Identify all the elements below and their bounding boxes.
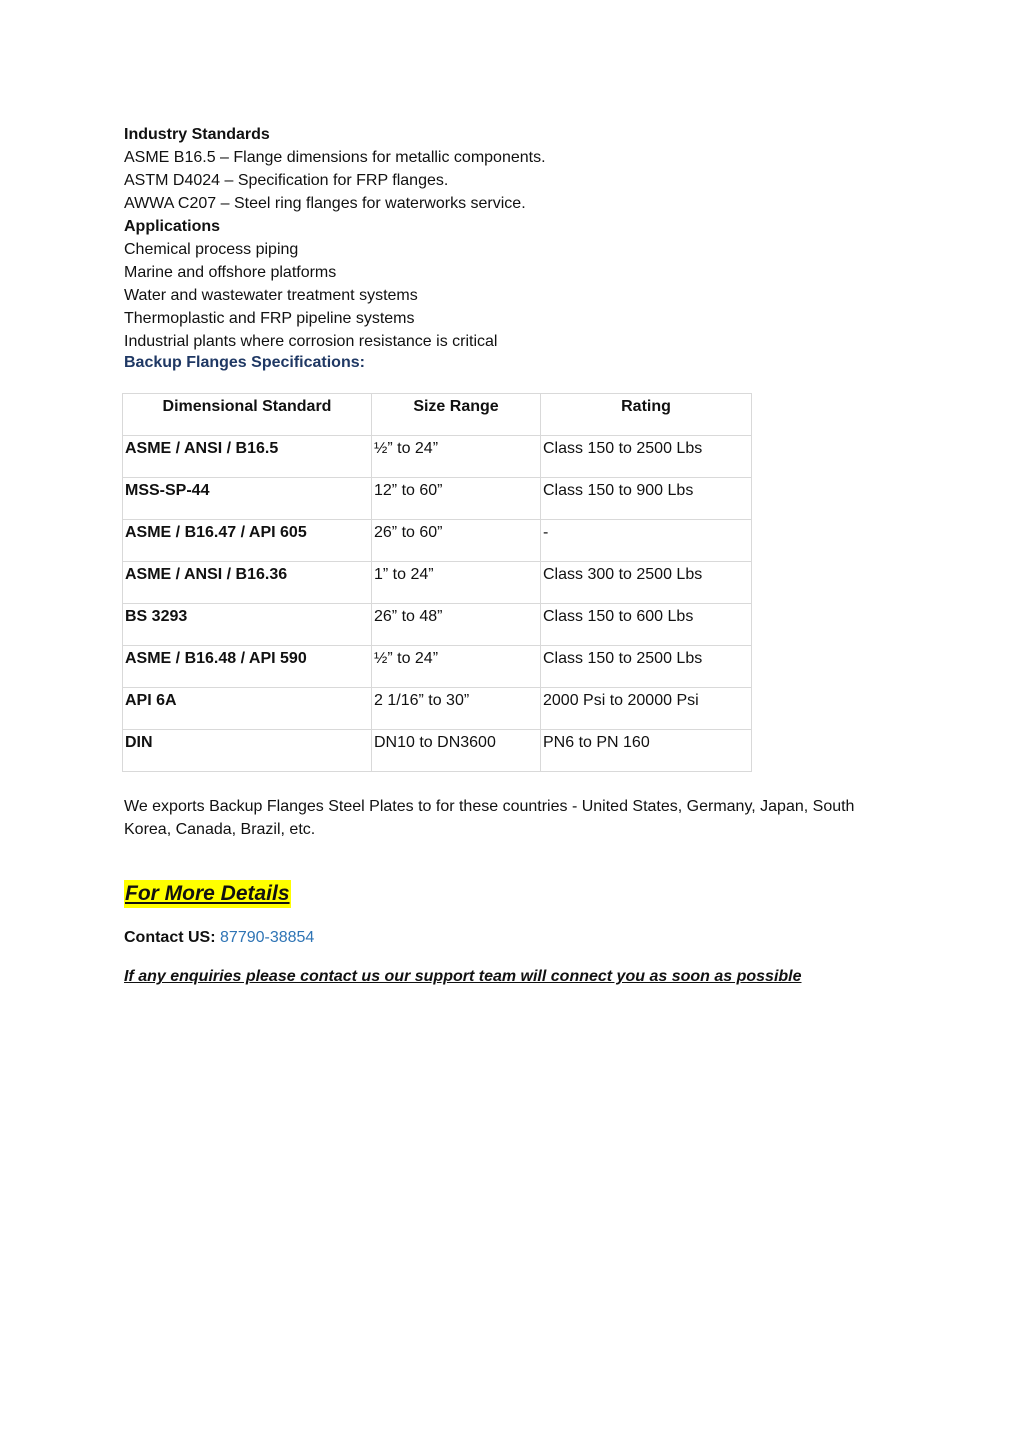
column-header: Rating [541, 394, 752, 436]
table-cell-size: ½” to 24” [372, 646, 541, 688]
column-header: Dimensional Standard [123, 394, 372, 436]
table-cell-rating: Class 150 to 900 Lbs [541, 478, 752, 520]
column-header: Size Range [372, 394, 541, 436]
table-cell-size: DN10 to DN3600 [372, 730, 541, 772]
table-cell-standard: BS 3293 [123, 604, 372, 646]
table-cell-rating: Class 150 to 2500 Lbs [541, 646, 752, 688]
spec-table [122, 393, 752, 772]
table-cell-standard: ASME / B16.48 / API 590 [123, 646, 372, 688]
table-row [123, 688, 752, 730]
table-cell-standard: MSS-SP-44 [123, 478, 372, 520]
spec-heading: Backup Flanges Specifications: [124, 354, 365, 371]
contact-phone-link[interactable]: 87790-38854 [220, 929, 315, 946]
table-row [123, 604, 752, 646]
contact-label: Contact US: [124, 929, 216, 946]
table-cell-standard: ASME / ANSI / B16.36 [123, 562, 372, 604]
table-cell-size: 26” to 48” [372, 604, 541, 646]
application-item: Thermoplastic and FRP pipeline systems [124, 310, 415, 327]
enquiry-note: If any enquiries please contact us our support team will connect you as soon as possible [124, 968, 802, 985]
table-cell-standard: ASME / ANSI / B16.5 [123, 436, 372, 478]
table-cell-size: 2 1/16” to 30” [372, 688, 541, 730]
table-row [123, 478, 752, 520]
table-cell-rating: Class 300 to 2500 Lbs [541, 562, 752, 604]
table-row [123, 520, 752, 562]
document-page [124, 123, 904, 985]
table-cell-size: 12” to 60” [372, 478, 541, 520]
standard-item: ASTM D4024 – Specification for FRP flanges. [124, 172, 449, 189]
table-cell-size: ½” to 24” [372, 436, 541, 478]
table-cell-standard: DIN [123, 730, 372, 772]
standard-item: ASME B16.5 – Flange dimensions for metallic components. [124, 149, 546, 166]
table-row [123, 646, 752, 688]
table-cell-size: 1” to 24” [372, 562, 541, 604]
contact-line [124, 926, 314, 949]
table-cell-standard: ASME / B16.47 / API 605 [123, 520, 372, 562]
application-item: Chemical process piping [124, 241, 299, 258]
applications-heading: Applications [124, 218, 221, 235]
table-cell-rating: Class 150 to 600 Lbs [541, 604, 752, 646]
table-header-row [123, 394, 752, 436]
table-cell-standard: API 6A [123, 688, 372, 730]
export-paragraph: We exports Backup Flanges Steel Plates to for these countries - United States, Germany, Japan, South Korea, Canada, Brazil, etc. [124, 798, 855, 838]
table-cell-rating: PN6 to PN 160 [541, 730, 752, 772]
table-cell-size: 26” to 60” [372, 520, 541, 562]
application-item: Water and wastewater treatment systems [124, 287, 418, 304]
table-row [123, 436, 752, 478]
table-row [123, 562, 752, 604]
table-cell-rating: - [541, 520, 752, 562]
application-item: Industrial plants where corrosion resistance is critical [124, 333, 498, 350]
application-item: Marine and offshore platforms [124, 264, 337, 281]
table-row [123, 730, 752, 772]
standard-item: AWWA C207 – Steel ring flanges for waterworks service. [124, 195, 526, 212]
table-cell-rating: 2000 Psi to 20000 Psi [541, 688, 752, 730]
industry-standards-heading: Industry Standards [124, 126, 270, 143]
more-details-link[interactable]: For More Details [124, 880, 291, 908]
table-cell-rating: Class 150 to 2500 Lbs [541, 436, 752, 478]
